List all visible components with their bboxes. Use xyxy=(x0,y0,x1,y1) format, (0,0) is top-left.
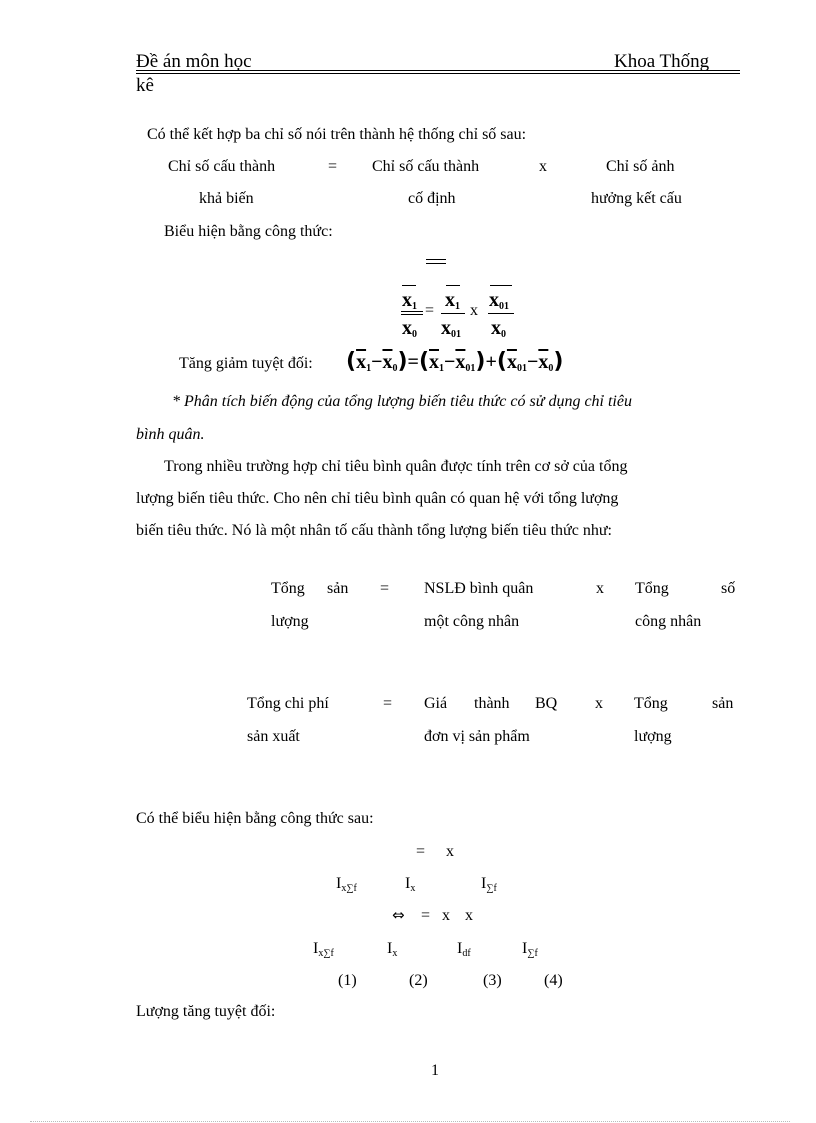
t2-c1-b: sản xuất xyxy=(247,728,300,745)
index-variable-label-2: khả biến xyxy=(199,190,254,207)
index-fixed-label-2: cố định xyxy=(408,190,456,207)
f2-j4: $I_{\sum f}$ xyxy=(522,940,538,959)
f2-i3: $I_{\sum f}$ xyxy=(481,875,497,894)
formula1-equals: = xyxy=(425,302,435,319)
frac3-bar xyxy=(488,313,514,314)
overline-3 xyxy=(490,285,512,286)
equivalence-icon: ⇔ xyxy=(392,906,405,924)
label-3: (3) xyxy=(483,972,502,989)
t2-c3-a: Tổng xyxy=(634,695,668,712)
t2-c3-b: sản xyxy=(712,695,734,712)
absolute-change-label: Tăng giảm tuyệt đối: xyxy=(179,355,313,372)
para2-line-3: biến tiêu thức. Nó là một nhân tố cấu thành tổng lượng biến tiêu thức như: xyxy=(136,522,612,539)
formula2-intro: Có thể biểu hiện bằng công thức sau: xyxy=(136,810,374,827)
t1-c1-a: Tổng xyxy=(271,580,305,597)
label-2: (2) xyxy=(409,972,428,989)
frac3-denominator: $x_0$ xyxy=(491,317,506,340)
frac3-numerator: $x_{01}$ xyxy=(489,289,509,312)
f2-i2: $I_x$ xyxy=(405,875,416,894)
double-bar-bottom xyxy=(426,263,446,264)
label-1: (1) xyxy=(338,972,357,989)
t2-c2-b: thành xyxy=(474,695,510,712)
frac1-denominator: $x_0$ xyxy=(402,317,417,340)
overline-2 xyxy=(446,285,460,286)
t1-x: x xyxy=(596,580,604,597)
f2-j2: $I_x$ xyxy=(387,940,398,959)
frac1-numerator: $x_1$ xyxy=(402,289,417,312)
double-bar-top xyxy=(426,259,446,260)
t2-c1-a: Tổng chi phí xyxy=(247,695,329,712)
t1-c1-c: lượng xyxy=(271,613,309,630)
absolute-increase-label: Lượng tăng tuyệt đối: xyxy=(136,1003,276,1020)
t2-c2-d: đơn vị sản phẩm xyxy=(424,728,530,745)
index-equals: = xyxy=(328,158,338,175)
formula-intro: Biểu hiện bằng công thức: xyxy=(164,223,333,240)
f2-j1: $I_{x\sum f}$ xyxy=(313,940,334,959)
f2-eq-2: = xyxy=(421,907,431,924)
page-number: 1 xyxy=(431,1062,439,1079)
f2-x-3: x xyxy=(465,907,473,924)
header-department-wrap: kê xyxy=(136,75,154,96)
t1-c3-a: Tổng xyxy=(635,580,669,597)
t1-c2-b: một công nhân xyxy=(424,613,520,630)
t1-eq: = xyxy=(380,580,390,597)
t2-c2-c: BQ xyxy=(535,695,558,712)
header-rule-top xyxy=(136,70,740,71)
t2-x: x xyxy=(595,695,603,712)
f2-j3: $I_{df}$ xyxy=(457,940,471,959)
t2-c3-c: lượng xyxy=(634,728,672,745)
t1-c2-a: NSLĐ bình quân xyxy=(424,580,534,597)
header-rule-bottom xyxy=(136,73,740,74)
formula1-times: x xyxy=(470,302,478,319)
f2-i1: $I_{x\sum f}$ xyxy=(336,875,357,894)
index-variable-label: Chỉ số cấu thành xyxy=(168,158,276,175)
label-4: (4) xyxy=(544,972,563,989)
analysis-heading-cont: bình quân. xyxy=(136,426,205,443)
t1-c3-b: số xyxy=(721,580,736,597)
t2-c2-a: Giá xyxy=(424,695,448,712)
f2-x-2: x xyxy=(442,907,450,924)
frac2-bar xyxy=(441,313,465,314)
header-course-title: Đề án môn học xyxy=(136,51,252,72)
overline xyxy=(402,285,416,286)
para2-line-2: lượng biến tiêu thức. Cho nên chỉ tiêu bình quân có quan hệ với tổng lượng xyxy=(136,490,619,507)
header-department: Khoa Thống xyxy=(614,51,710,72)
index-fixed-label: Chỉ số cấu thành xyxy=(372,158,480,175)
index-structure-label-2: hưởng kết cấu xyxy=(591,190,682,207)
f2-x: x xyxy=(446,843,454,860)
index-times: x xyxy=(539,158,547,175)
analysis-heading: * Phân tích biến động của tổng lượng biến tiêu thức có sử dụng chỉ tiêu xyxy=(172,393,632,410)
absolute-change-formula: $(\overline{x}_1-\overline{x}_0)=(\overline{x}_1-\overline{x}_{01})+(\overline{x}_{01}-\overline{x}_0)$ xyxy=(346,349,564,374)
frac1-bar xyxy=(401,311,423,312)
index-structure-label: Chỉ số ảnh xyxy=(606,158,675,175)
frac2-numerator: $x_1$ xyxy=(445,289,460,312)
page-bottom-edge xyxy=(30,1121,790,1122)
t2-eq: = xyxy=(383,695,393,712)
t1-c3-c: công nhân xyxy=(635,613,702,630)
f2-eq: = xyxy=(416,843,426,860)
frac1-bar-2 xyxy=(401,314,423,315)
para2-line-1: Trong nhiều trường hợp chỉ tiêu bình quân được tính trên cơ sở của tổng xyxy=(164,458,628,475)
frac2-denominator: $x_{01}$ xyxy=(441,317,461,340)
intro-paragraph: Có thể kết hợp ba chỉ số nói trên thành hệ thống chỉ số sau: xyxy=(147,126,527,143)
t1-c1-b: sản xyxy=(327,580,349,597)
